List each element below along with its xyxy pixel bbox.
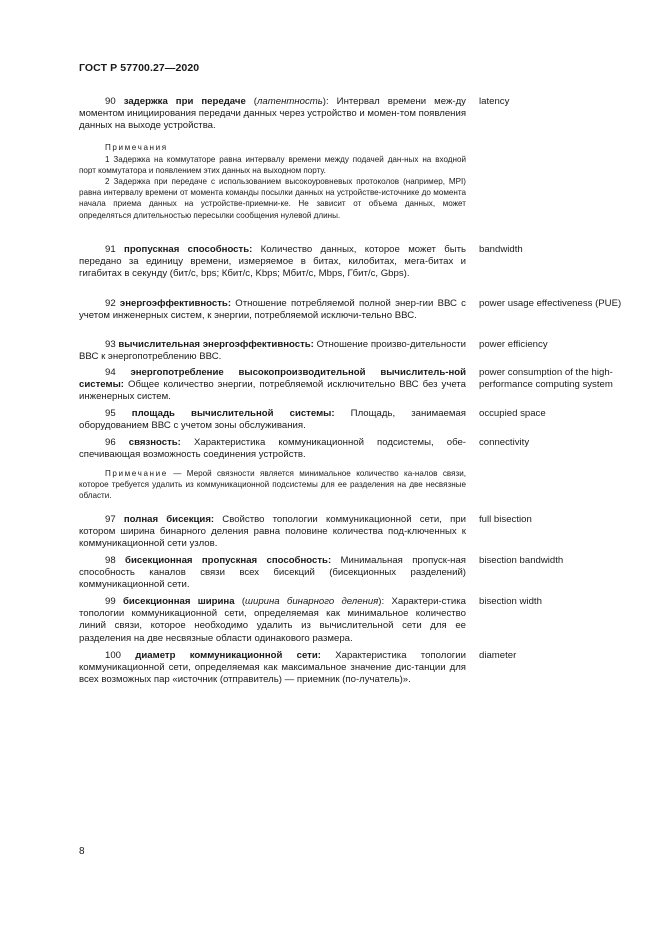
entry-definition: Отношение произво-дительности ВВС к энергопотреблению ВВС. (79, 339, 467, 363)
entry-94: 94 энергопотребление высокопроизводительной вычислитель-ной системы: Общее количество энергии, потребляемой исключительно ВВС без учета инженерных систем. (79, 367, 466, 403)
entry-definition: Общее количество энергии, потребляемой исключительно ВВС без учета инженерных систем. (79, 379, 466, 403)
english-term-100: diameter (479, 650, 517, 661)
entry-definition: Минимальная пропуск-ная способность каналов связи всех бисекций (бисекционных разделений) коммуникационной сети. (79, 555, 466, 591)
note-96: Примечание — Мерой связности является минимальное количество ка-налов связи, которое требуется удалить из коммуникационной подсистемы для ее разделения на две несвязные области. (79, 469, 466, 501)
english-term-96: connectivity (479, 437, 530, 448)
entry-91: 91 пропускная способность: Количество данных, которое может быть передано за единицу времени, измеряемое в битах, килобитах, мега-битах и гигабитах в секунду (бит/с, bps; Кбит/с, Kbps; Мбит/с, Mbps, Гбит/с, Gbps). (79, 244, 466, 280)
entry-definition: Характеристика топологии коммуникационной сети, определяемая как максимальное значение дис-танции для всех возможных пар «источник (отправитель) — приемник (по-лучатель)». (79, 650, 467, 686)
entry-term: связность: (128, 437, 181, 448)
entry-100: 100 диаметр коммуникационной сети: Характеристика топологии коммуникационной сети, определяемая как максимальное значение дис-танции для всех возможных пар «источник (отправитель) — приемник (по-лучатель)». (79, 650, 467, 686)
entry-definition: Характеристика коммуникационной подсистемы, обе-спечивающая возможность соединения устройств. (79, 437, 466, 461)
entry-term: энергоэффективность: (119, 298, 232, 309)
english-term-99: bisection width (479, 596, 542, 607)
entry-term: задержка при передаче (123, 96, 246, 107)
entry-99: 99 бисекционная ширина (ширина бинарного деления): Характери-стика топологии коммуникационной сети, определяемая как минимальное количество линий связи, которое необходимо удалить из вычислительной сети для ее разделения на две несвязные области одинакового размера. (79, 596, 466, 644)
entry-92: 92 энергоэффективность: Отношение потребляемой полной энер-гии ВВС с учетом инженерных систем, к энергии, потребляемой исключи-тельно ВВС. (79, 298, 466, 322)
entry-term: бисекционная ширина (122, 596, 235, 607)
page-number: 8 (79, 846, 85, 857)
entry-definition: Площадь, занимаемая оборудованием ВВС с учетом зоны обслуживания. (79, 408, 466, 432)
entry-definition: : Интервал времени меж-ду моментом инициирования передачи данных через устройство и момен-том появления данных на выходе устройства. (79, 96, 467, 132)
entry-synonym: латентность (257, 96, 323, 107)
entry-term: диаметр коммуникационной сети: (135, 650, 321, 661)
english-term-92: power usage effectiveness (PUE) (479, 298, 622, 309)
entry-synonym: ширина бинарного деления (245, 596, 379, 607)
entry-definition: Свойство топологии коммуникационной сети, при котором ширина бинарного деления равна половине количества под-ключенных к коммуникационной сети узлов. (79, 514, 467, 550)
note-heading: Примечания (105, 143, 168, 152)
entry-97: 97 полная бисекция: Свойство топологии коммуникационной сети, при котором ширина бинарного деления равна половине количества под-ключенных к коммуникационной сети узлов. (79, 514, 467, 550)
entry-term: бисекционная пропускная способность: (125, 555, 332, 566)
english-term-90: latency (479, 96, 510, 107)
english-term-93: power efficiency (479, 339, 548, 350)
entry-95: 95 площадь вычислительной системы: Площадь, занимаемая оборудованием ВВС с учетом зоны обслуживания. (79, 408, 466, 432)
entry-term: вычислительная энергоэффективность: (118, 339, 314, 350)
entry-term: пропускная способность: (124, 244, 253, 255)
entry-98: 98 бисекционная пропускная способность: Минимальная пропуск-ная способность каналов связи всех бисекций (бисекционных разделений) коммуникационной сети. (79, 555, 466, 591)
entry-93: 93 вычислительная энергоэффективность: Отношение произво-дительности ВВС к энергопотреблению ВВС. (79, 339, 467, 363)
note-90-1: 1 Задержка на коммутаторе равна интервалу времени между подачей дан-ных на входной порт коммутатора и появлением этих данных на выходном порту. (79, 155, 466, 176)
entry-term: энергопотребление высокопроизводительной вычислитель-ной системы: (79, 367, 466, 391)
english-term-97: full bisection (479, 514, 532, 525)
entry-term: площадь вычислительной системы: (131, 408, 335, 419)
entry-definition: Отношение потребляемой полной энер-гии ВВС с учетом инженерных систем, к энергии, потребляемой исключи-тельно ВВС. (79, 298, 466, 322)
entry-90: 90 задержка при передаче (латентность): Интервал времени меж-ду моментом инициирования передачи данных через устройство и момен-том появления данных на выходе устройства. (79, 96, 467, 132)
entry-term: полная бисекция: (123, 514, 215, 525)
document-header: ГОСТ Р 57700.27—2020 (79, 62, 200, 74)
entry-definition: : Характери-стика топологии коммуникационной сети, определяемая как минимальное количество линий связи, которое необходимо удалить из вычислительной сети для ее разделения на две несвязные области одинакового размера. (79, 596, 466, 644)
note-90-2: 2 Задержка при передаче с использованием высокоуровневых протоколов (например, MPI) равна интервалу времени от момента команды посылки данных на устройстве-источнике до момента начала приема данных на устройстве-приемни-ке. Не зависит от объема данных, может определяться длительностью пересылки сообщения нулевой длины. (79, 177, 466, 220)
english-term-98: bisection bandwidth (479, 555, 564, 566)
english-term-94: power consumption of the high-performance computing system (479, 367, 613, 391)
entry-96: 96 связность: Характеристика коммуникационной подсистемы, обе-спечивающая возможность соединения устройств. (79, 437, 466, 461)
english-term-95: occupied space (479, 408, 546, 419)
english-term-91: bandwidth (479, 244, 523, 255)
entry-definition: Количество данных, которое может быть передано за единицу времени, измеряемое в битах, килобитах, мега-битах и гигабитах в секунду (бит/с, bps; Кбит/с, Kbps; Мбит/с, Mbps, Гбит/с, Gbps). (79, 244, 466, 280)
